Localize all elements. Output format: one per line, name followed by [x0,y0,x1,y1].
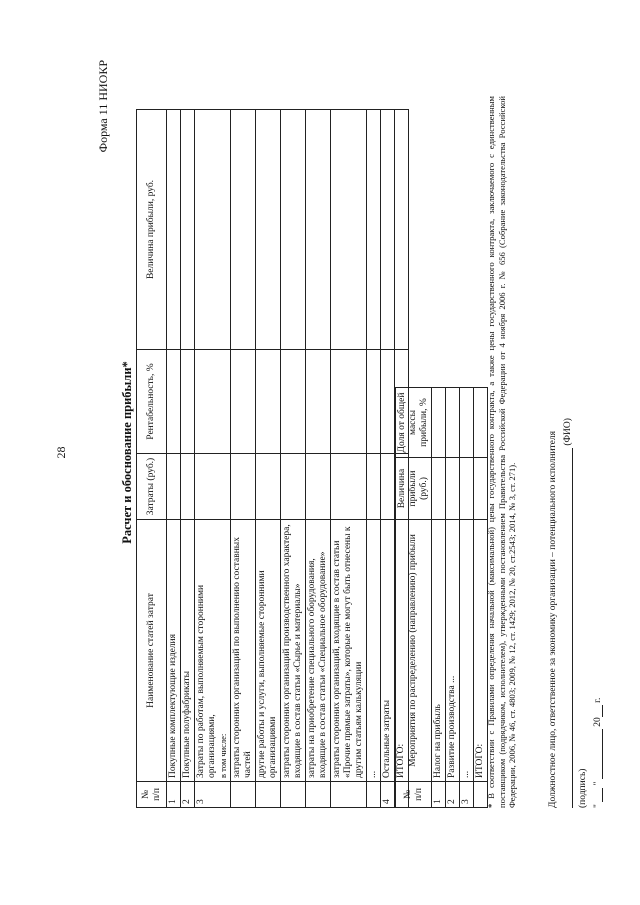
row-num [306,782,331,808]
cell-profit [195,110,231,350]
row-name: Покупные комплектующие изделия [167,520,181,782]
fio-line [562,208,573,808]
table-row [181,110,195,808]
table-row [432,388,446,808]
cell-profit [256,110,281,350]
row-num: 2 [446,782,460,808]
cell-profit [281,110,306,350]
day-blank [592,788,603,802]
row-name: ИТОГО: [474,520,488,782]
header-cost-items: Наименование статей затрат [137,520,167,782]
cell-profit [306,110,331,350]
cost-profit-table [136,109,409,808]
date-line [592,698,603,808]
row-num: 2 [181,782,195,808]
cell-profitability [367,350,381,454]
row-name: затраты на приобретение специального оборудования, входящие в состав статьи «Специальное оборудование» [306,520,331,782]
table-row [231,110,256,808]
footnote-mark: * [486,803,496,808]
cell-amount [432,458,446,520]
cell-profitability [256,350,281,454]
cell-profit [231,110,256,350]
signature-line [578,769,588,808]
signature-label: (подпись) [578,768,588,808]
header-profit: Величина прибыли, руб. [137,110,167,350]
cell-profit [381,110,395,350]
cell-profit [181,110,195,350]
row-note: в том числе: [218,733,228,778]
cell-costs [256,454,281,520]
cell-profitability [306,350,331,454]
cell-profitability [181,350,195,454]
year-blank [592,705,603,717]
row-name: Развитие производства ... [446,520,460,782]
page-number: 28 [54,446,68,459]
row-name: ... [367,520,381,782]
row-name: ИТОГО: [395,520,409,782]
row-name: ... [460,520,474,782]
document-title: Расчет и обоснование прибыли* [120,361,134,544]
cell-share [446,388,460,458]
table-row [256,110,281,808]
fio-label: (ФИО) [563,418,573,446]
header-costs: Затраты (руб.) [137,454,167,520]
table-row [167,110,181,808]
year-suffix: г. [593,697,603,703]
row-num: 3 [195,782,231,808]
cell-costs [381,454,395,520]
cell-amount [460,458,474,520]
table-row [367,110,381,808]
cell-profitability [381,350,395,454]
header-num: № п/п [137,782,167,808]
header-share: Доля от общей массы прибыли, % [396,388,432,458]
footnote-text: В соответствии с Правилами определения начальной (максимальной) цены государственного контракта, а также цены государственного контракта, заключаемого с единственным поставщиком (подрядчиком, исполнителем), утвержденными постановлением Правительства Российской Федерации от 4 ноября 2006 г. № 656 (Собрание законодательства Российской Федерации, 2006, № 46, ст. 4803; 2009, № 12, ст. 1429; 2012, № 20, ст.2543; 2014, № 3, ст. 271). [486,96,517,808]
cell-profit [367,110,381,350]
row-name: затраты сторонних организаций, входящие в состав статьи «Прочие прямые затраты», которые не могут быть отнесены к другим статьям калькуляции [331,520,367,782]
row-num [331,782,367,808]
row-name: Налог на прибыль [432,520,446,782]
profit-distribution-table [395,387,488,808]
cell-costs [331,454,367,520]
row-name: затраты сторонних организаций по выполнению составных частей [231,520,256,782]
footnote [486,96,518,808]
cell-costs [231,454,256,520]
fio-blank [562,448,573,808]
table-row [381,110,395,808]
table-row [281,110,306,808]
cell-costs [281,454,306,520]
header-amount: Величина прибыли (руб.) [396,458,432,520]
cell-profitability [331,350,367,454]
header-num: № п/п [396,782,432,808]
row-name [195,520,231,782]
table-row [460,388,474,808]
row-num [281,782,306,808]
date-quote-close: " [593,781,603,786]
cell-costs [181,454,195,520]
row-num: 1 [167,782,181,808]
row-num [231,782,256,808]
cell-profitability [195,350,231,454]
header-profitability: Рентабельность, % [137,350,167,454]
table-row [195,110,231,808]
header-measures: Мероприятия по распределению (направлению) прибыли [396,520,432,782]
cell-profitability [231,350,256,454]
row-name: Остальные затраты [381,520,395,782]
cell-share [460,388,474,458]
table-row [331,110,367,808]
row-name-text: Затраты по работам, выполняемым сторонними организациями, [196,584,217,778]
cell-costs [306,454,331,520]
row-num: 1 [432,782,446,808]
cell-costs [367,454,381,520]
form-label: Форма 11 НИОКР [96,60,110,153]
row-name: затраты сторонних организаций производственного характера, входящие в состав статьи «Сырье и материалы» [281,520,306,782]
cell-profit [395,110,409,350]
row-num: 4 [381,782,395,808]
cell-profit [331,110,367,350]
cell-share [432,388,446,458]
cell-profit [167,110,181,350]
cell-costs [167,454,181,520]
row-name: Покупные полуфабрикаты [181,520,195,782]
cell-amount [446,458,460,520]
date-quote-open: " [593,804,603,808]
cell-profitability [281,350,306,454]
row-name: другие работы и услуги, выполняемые сторонними организациями [256,520,281,782]
cell-profitability [167,350,181,454]
cell-costs [195,454,231,520]
row-num [367,782,381,808]
responsible-person-label: Должностное лицо, ответственное за экономику организации – потенциального исполнителя [548,430,558,808]
table-row [446,388,460,808]
row-num [256,782,281,808]
month-blank [592,729,603,779]
row-num: 3 [460,782,474,808]
year-prefix: 20 [593,717,603,727]
table-row [306,110,331,808]
